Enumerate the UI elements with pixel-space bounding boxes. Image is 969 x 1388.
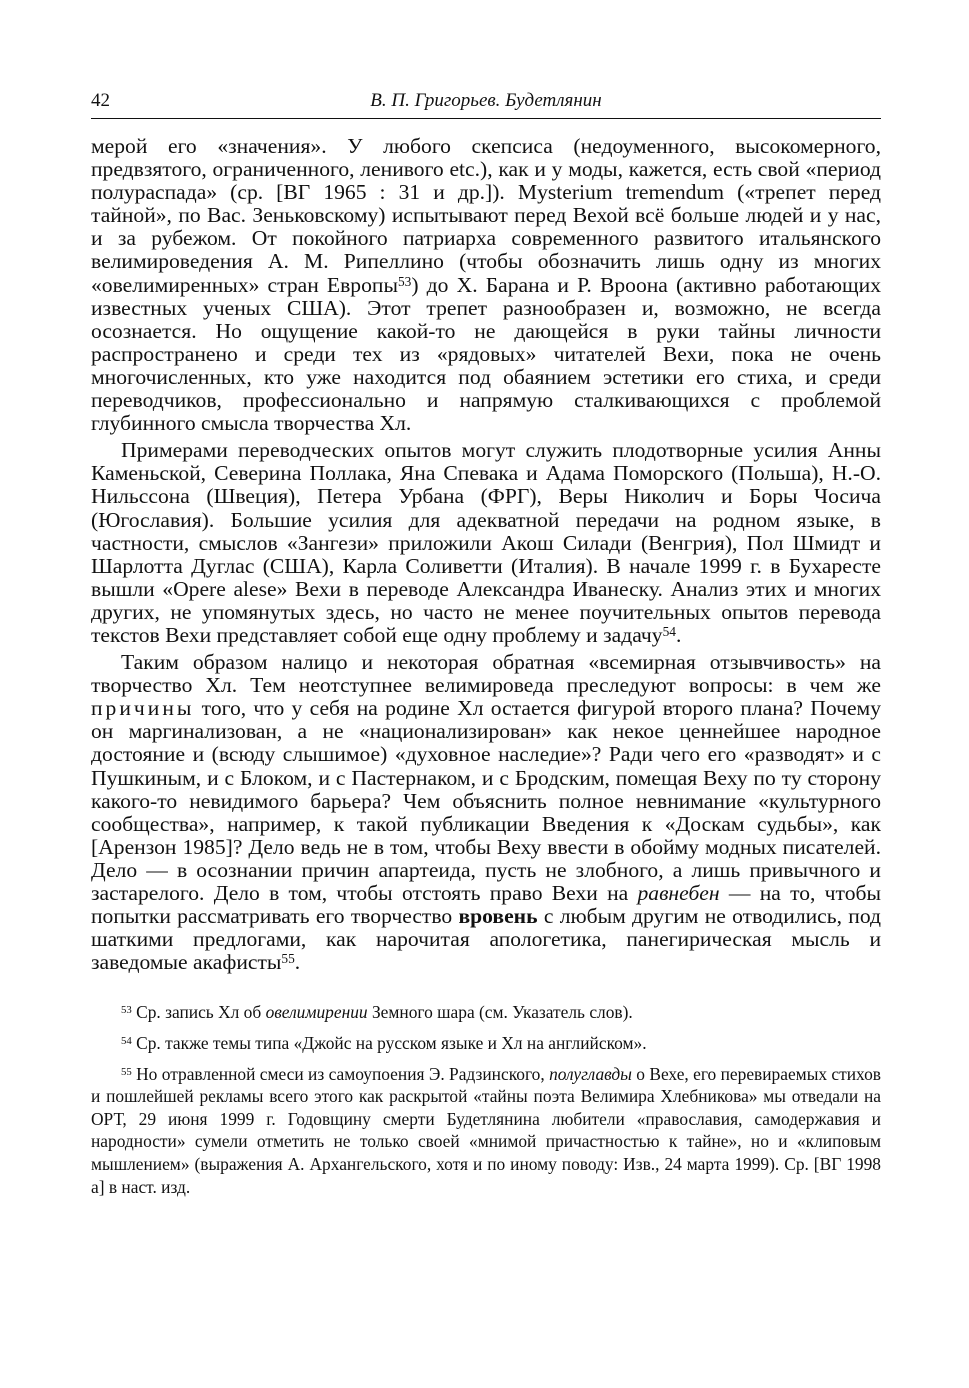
paragraph-1: [91, 135, 881, 435]
paragraph-2-text-end: .: [675, 622, 682, 647]
paragraph-2: [91, 439, 881, 647]
footnote-53-text-a: Ср. запись Хл об: [131, 1002, 266, 1023]
paragraph-2-text: Примерами переводческих опытов могут служить плодотворные усилия Анны Каменьской, Северина Поллака, Яна Спевака и Адама Поморского (Польша), Н.-О. Нильссона (Швеция), Петера Урбана (ФРГ), Веры Николич и Боры Чосича (Югославия). Большие усилия для адекватной передачи на родном языке, в частности, смыслов «Зангези» приложили Акош Силади (Венгрия), Пол Шмидт и Шарлотта Дуглас (США), Карла Соливетти (Италия). В начале 1999 г. в Бухаресте вышли «Opere alese» Вехи в переводе Александра Иванеску. Анализ этих и многих других, не упомянутых здесь, но часто не менее поучительных опытов перевода текстов Вехи представляет собой еще одну проблему и задачу: [91, 438, 881, 647]
bold-term: вровень: [458, 904, 538, 929]
paragraph-3-text-end: .: [294, 950, 301, 975]
paragraph-3-text-b: того, что у себя на родине Хл остается фигурой второго плана? Почему он маргинализован, а не «национализирован» как некое ценнейшее народное достояние и (всюду слышимое) «духовное наследие»? Ради чего его «разводят» и с Пушкиным, и с Блоком, и с Пастернаком, и с Бродским, помещая Веху по ту сторону какого-то невидимого барьера? Чем объяснить полное невнимание «культурного сообщества», например, к такой публикации Введения к «Доскам судьбы», как [Арензон 1985]? Дело ведь не в том, чтобы Веху ввести в обойму модных писателей. Дело — в осознании причин апартеида, пусть не злобного, а лишь привычного и застарелого. Дело в том, чтобы отстоять право Вехи на: [91, 696, 881, 905]
body-text: [91, 135, 881, 974]
running-head: [91, 88, 881, 119]
paragraph-1-text-end: ) до X. Барана и Р. Вроона (активно работающих известных ученых США). Этот трепет разнообразен и, возможно, не всегда осознается. Но ощущение какой-то не дающейся в руки тайны личности распространено и среди тех из «рядовых» читателей Вехи, пока не очень многочисленных, кто уже находится под обаянием эстетики его стиха, и среди переводчиков, профессионально и напрямую сталкивающихся с проблемой глубинного смысла творчества Хл.: [91, 272, 881, 436]
book-page: [91, 88, 881, 1206]
footnote-54: [91, 1032, 881, 1055]
paragraph-1-text: мерой его «значения». У любого скепсиса (недоуменного, высокомерного, предвзятого, ограниченного, ленивого etc.), как и у моды, кажется, есть свой «период полураспада» (ср. [ВГ 1965 : 31 и др.]). Mysterium tremendum («трепет перед тайной», по Вас. Зеньковскому) испытывают перед Вехой всё больше людей и у нас, и за рубежом. От покойного патриарха современного развитого итальянского велимироведения А. М. Рипеллино (чтобы обозначить лишь одну из многих «овелимиренных» стран Европы: [91, 134, 881, 297]
italic-term: равнебен: [637, 881, 720, 905]
running-title: В. П. Григорьев. Будетлянин: [370, 90, 602, 111]
paragraph-3: [91, 651, 881, 974]
footnote-number-53: 53: [121, 1004, 132, 1017]
footnote-53: [91, 1001, 881, 1024]
paragraph-3-text-a: Таким образом налицо и некоторая обратная «всемирная отзывчивость» на творчество Хл. Тем неотступнее велимироведа преследуют вопросы: в чем же: [91, 650, 881, 698]
footnote-55-italic: полуглавды: [549, 1063, 632, 1084]
paragraph-3-text-d: с любым другим не отводились, под шаткими предлогами, как нарочитая апологетика, панегирическая мысль и заведомые акафисты: [91, 904, 882, 975]
footnote-53-italic: овелимирении: [265, 1002, 368, 1023]
paragraph-3-text-c: — на то, чтобы попытки рассматривать его творчество: [91, 881, 881, 929]
footnote-55-text-b: о Вехе, его перевираемых стихов и пошлейшей рекламы всего этого как раскрытой «тайны поэта Велимира Хлебникова» мы отведали на ОРТ, 29 июня 1999 г. Годовщину смерти Будетлянина любители «православия, самодержавия и народности» сумели отметить не только своей «мнимой причастностью к тайне», но и «клиповым мышлением» (выражения А. Архангельского, хотя и по иному поводу: Изв., 24 марта 1999). Ср. [ВГ 1998 а] в наст. изд.: [91, 1063, 881, 1197]
spaced-emphasis: причины: [91, 696, 195, 721]
footnote-number-55: 55: [121, 1065, 132, 1078]
footnote-ref-55[interactable]: 55: [281, 951, 295, 967]
page-number: 42: [91, 90, 110, 111]
footnote-ref-53[interactable]: 53: [397, 273, 412, 289]
footnote-55: [91, 1063, 881, 1199]
footnote-ref-54[interactable]: 54: [662, 623, 676, 639]
footnotes: [91, 1001, 881, 1198]
footnote-number-54: 54: [121, 1035, 132, 1048]
footnote-53-text-b: Земного шара (см. Указатель слов).: [367, 1002, 633, 1023]
footnote-55-text-a: Но отравленной смеси из самоупоения Э. Радзинского,: [131, 1063, 550, 1084]
footnote-54-text: Ср. также темы типа «Джойс на русском языке и Хл на английском».: [131, 1032, 647, 1053]
